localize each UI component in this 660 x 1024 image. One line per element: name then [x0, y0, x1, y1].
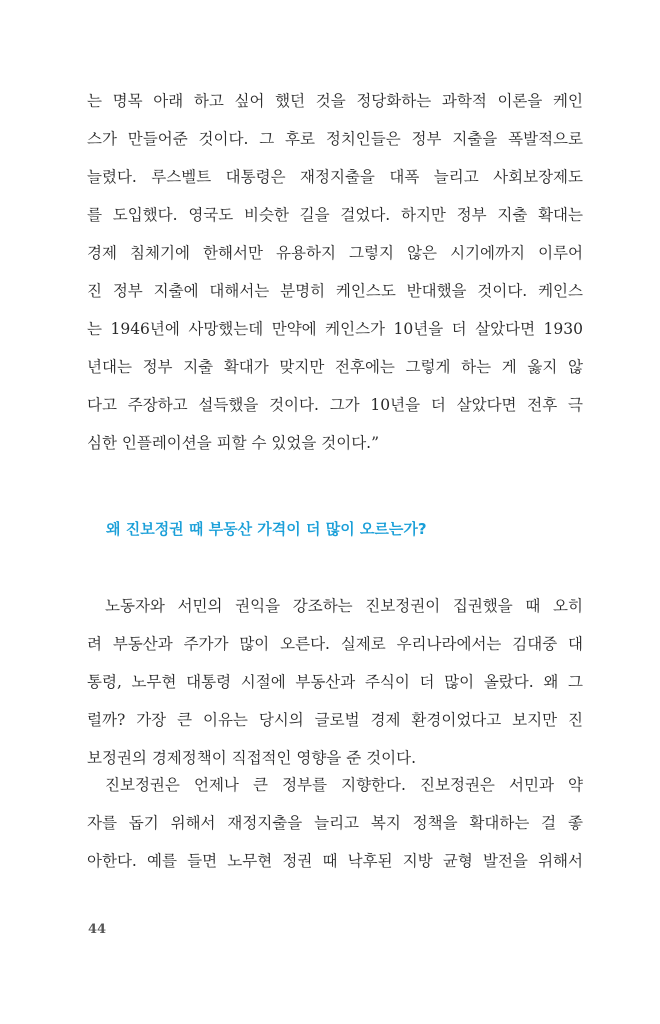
text-line: 를 도입했다. 영국도 비슷한 길을 걸었다. 하지만 정부 지출 확대는 [87, 206, 583, 224]
body-paragraph-1 [87, 82, 583, 462]
text-line: 아한다. 예를 들면 노무현 정권 때 낙후된 지방 균형 발전을 위해서 [87, 852, 583, 870]
text-line: 노동자와 서민의 권익을 강조하는 진보정권이 집권했을 때 오히 [105, 597, 583, 615]
text-line: 는 1946년에 사망했는데 만약에 케인스가 10년을 더 살았다면 1930 [87, 320, 583, 338]
text-line: 진 정부 지출에 대해서는 분명히 케인스도 반대했을 것이다. 케인스 [87, 282, 583, 300]
text-line: 년대는 정부 지출 확대가 맞지만 전후에는 그렇게 하는 게 옳지 않 [87, 358, 583, 376]
text-line: 경제 침체기에 한해서만 유용하지 그렇지 않은 시기에까지 이루어 [87, 244, 583, 262]
page-number: 44 [88, 922, 107, 937]
text-line: 보정권의 경제정책이 직접적인 영향을 준 것이다. [87, 749, 417, 767]
text-line: 는 명목 아래 하고 싶어 했던 것을 정당화하는 과학적 이론을 케인 [87, 92, 583, 110]
text-line: 다고 주장하고 설득했을 것이다. 그가 10년을 더 살았다면 전후 극 [87, 396, 583, 414]
text-line: 심한 인플레이션을 피할 수 있었을 것이다.” [87, 434, 380, 452]
body-paragraph-3 [87, 766, 583, 880]
text-line: 럴까? 가장 큰 이유는 당시의 글로벌 경제 환경이었다고 보지만 진 [87, 711, 583, 729]
text-line: 스가 만들어준 것이다. 그 후로 정치인들은 정부 지출을 폭발적으로 [87, 130, 583, 148]
text-line: 진보정권은 언제나 큰 정부를 지향한다. 진보정권은 서민과 약 [105, 776, 583, 794]
text-line: 자를 돕기 위해서 재정지출을 늘리고 복지 정책을 확대하는 걸 좋 [87, 814, 583, 832]
body-paragraph-2 [87, 587, 583, 777]
text-line: 통령, 노무현 대통령 시절에 부동산과 주식이 더 많이 올랐다. 왜 그 [87, 673, 583, 691]
text-line: 려 부동산과 주가가 많이 오른다. 실제로 우리나라에서는 김대중 대 [87, 635, 583, 653]
section-heading: 왜 진보정권 때 부동산 가격이 더 많이 오르는가? [106, 520, 427, 538]
text-line: 늘렸다. 루스벨트 대통령은 재정지출을 대폭 늘리고 사회보장제도 [87, 168, 583, 186]
